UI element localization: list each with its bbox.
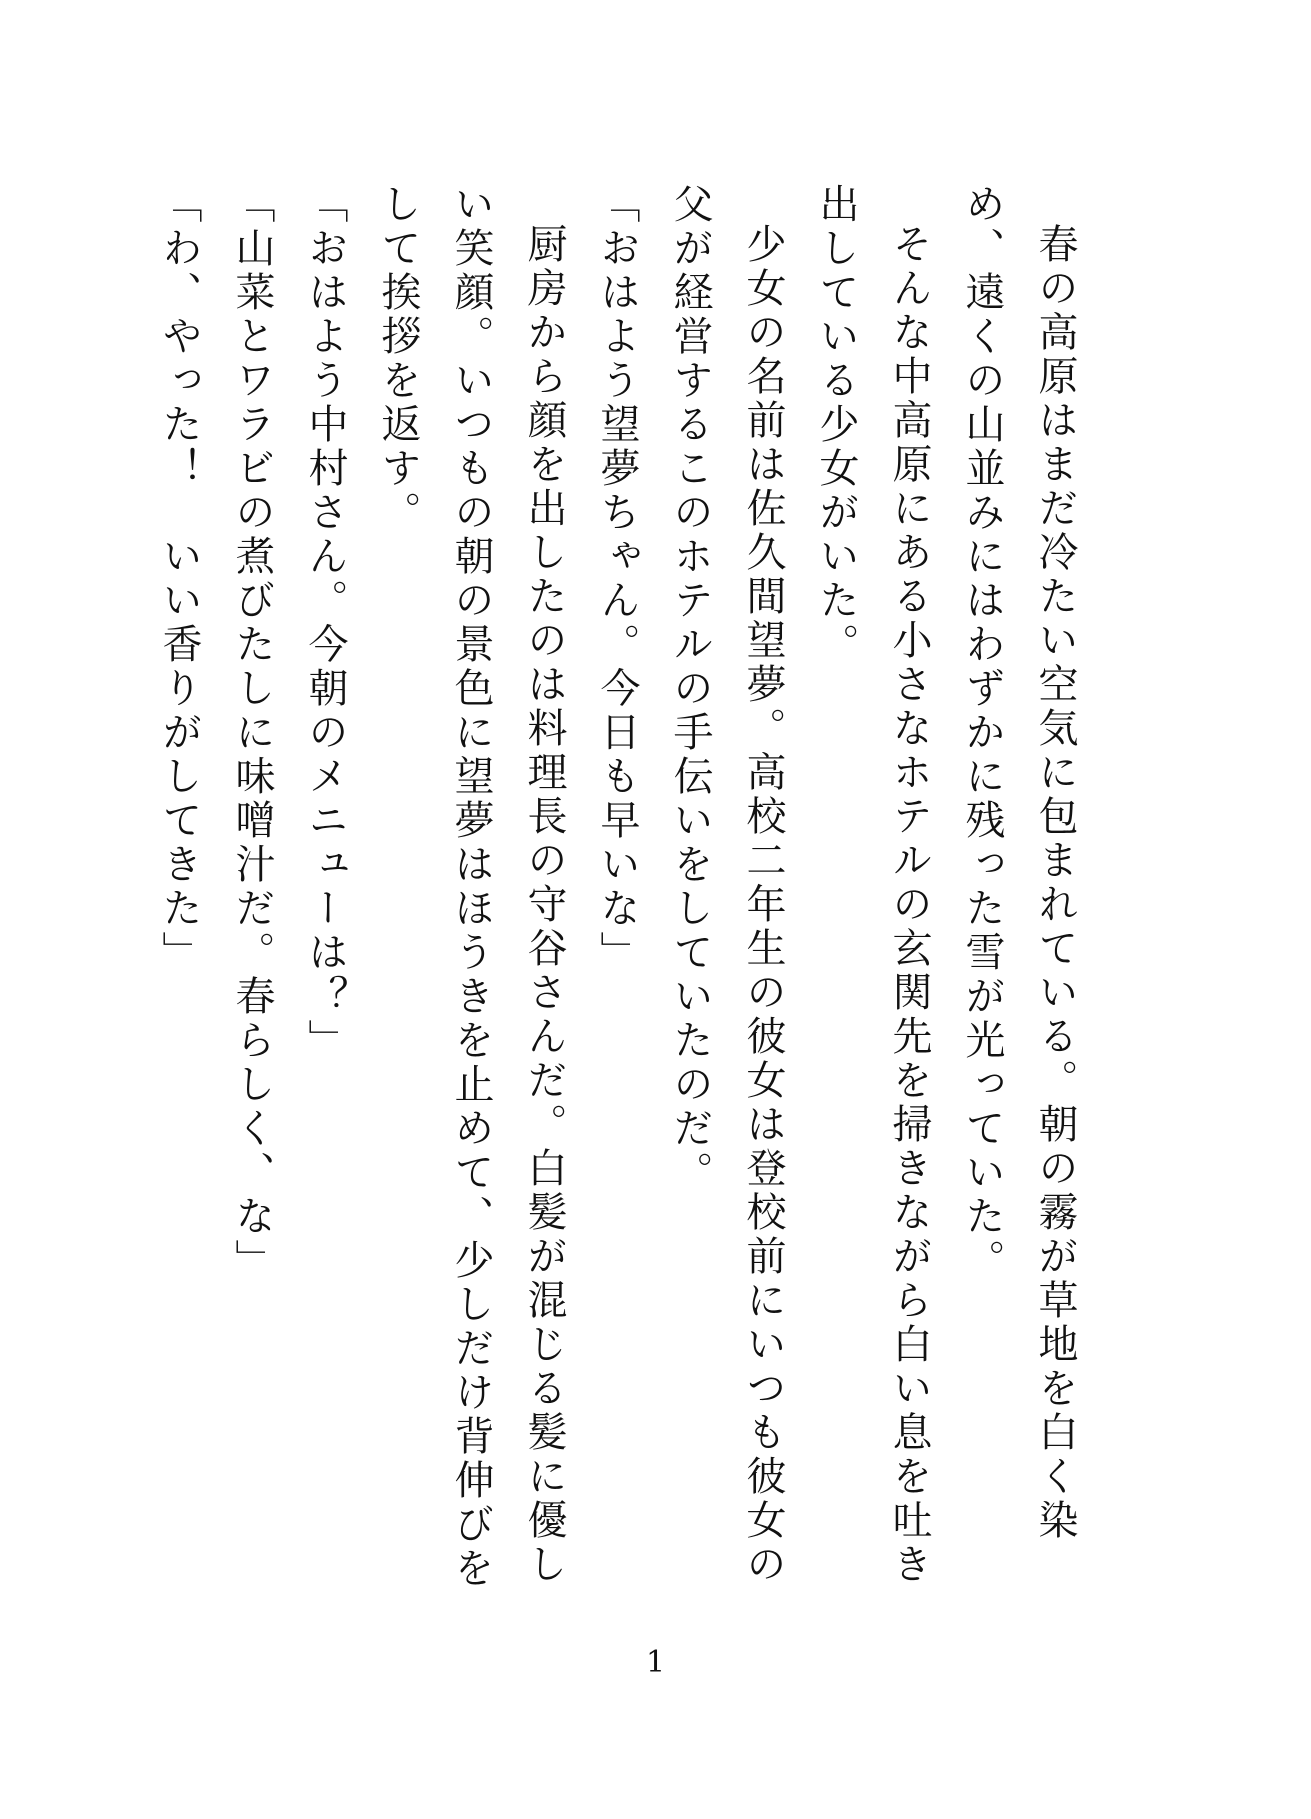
paragraph-3: 少女の名前は佐久間望夢。高校二年生の彼女は登校前にいつも彼女の父が経営するこのホテルの手伝いをしていたのだ。 (667, 183, 786, 1587)
dialogue-line-1: 「おはよう望夢ちゃん。今日も早いな」 (594, 183, 640, 975)
paragraph-1: 春の高原はまだ冷たい空気に包まれている。朝の霧が草地を白く染め、遠くの山並みにはわずかに残った雪が光っていた。 (959, 183, 1078, 1543)
dialogue-line-3: 「山菜とワラビの煮びたしに味噌汁だ。春らしく、な」 (229, 183, 275, 1283)
dialogue-line-4: 「わ、やった！ いい香りがしてきた」 (156, 183, 202, 975)
vertical-text-body (142, 183, 1091, 1623)
paragraph-4: 厨房から顔を出したのは料理長の守谷さんだ。白髪が混じる髪に優しい笑顔。いつもの朝の景色に望夢はほうきを止めて、少しだけ背伸びをして挨拶を返す。 (375, 183, 567, 1591)
page-number: 1 (645, 1645, 666, 1680)
dialogue-line-2: 「おはよう中村さん。今朝のメニューは？」 (302, 183, 348, 1063)
paragraph-2: そんな中高原にある小さなホテルの玄関先を掃きながら白い息を吐き出している少女がいた。 (813, 183, 932, 1587)
